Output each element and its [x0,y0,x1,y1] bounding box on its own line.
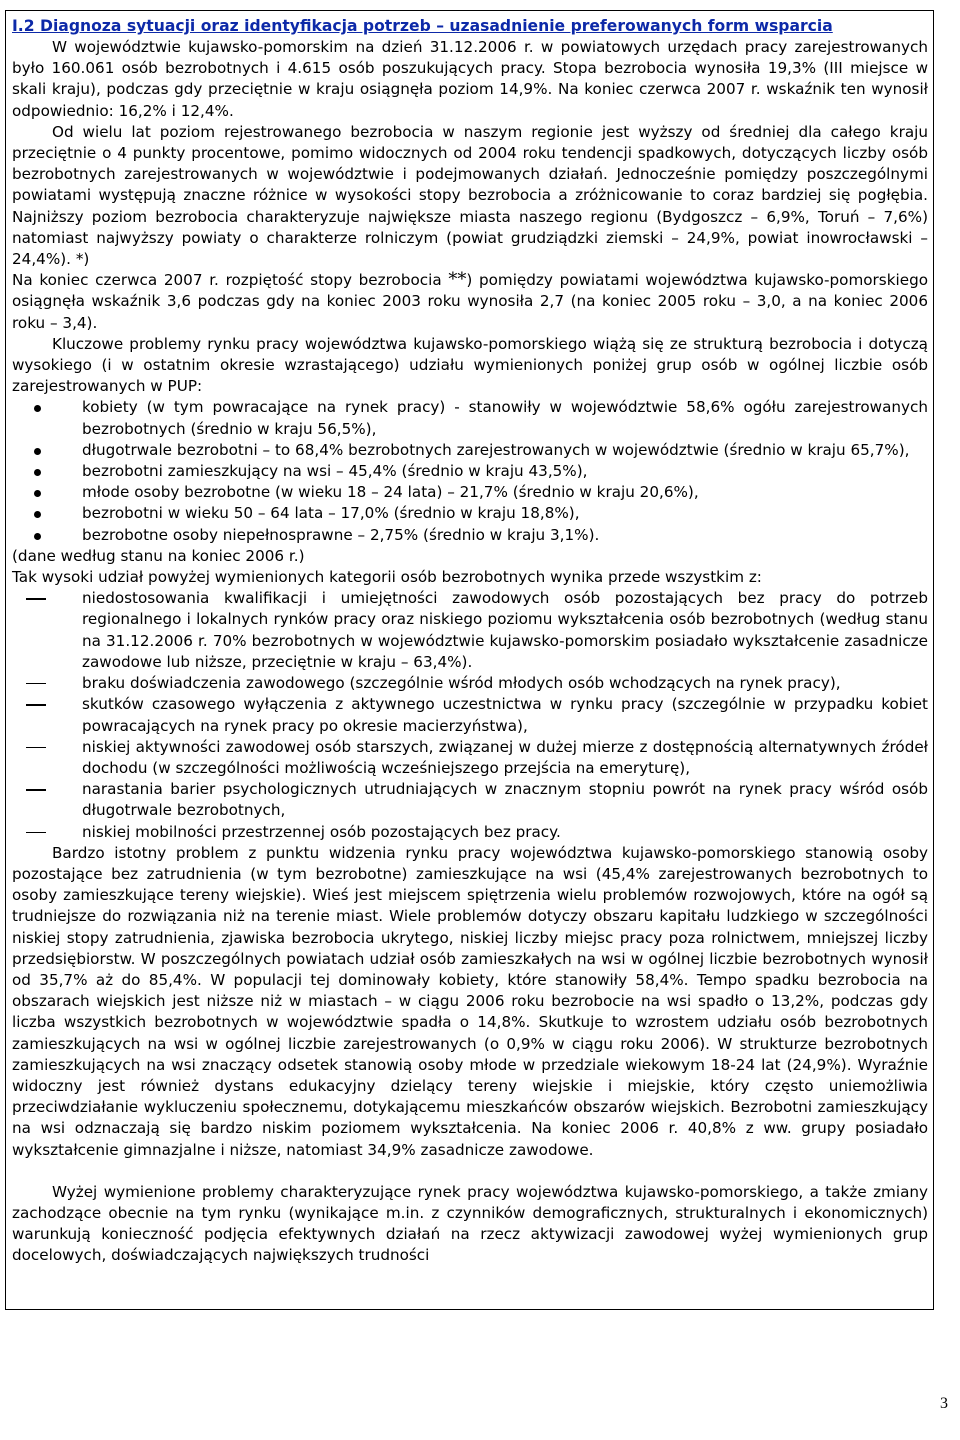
list-item [12,503,928,524]
dash-icon [26,832,46,833]
list-item-text: bezrobotni zamieszkujący na wsi – 45,4% (średnio w kraju 43,5%), [82,462,588,481]
list-item [12,440,928,461]
paragraph-data-note: (dane według stanu na koniec 2006 r.) [12,546,305,565]
dash-icon [26,747,46,748]
paragraph-key-problems: Kluczowe problemy rynku pracy województwa kujawsko-pomorskiego wiążą się ze strukturą bezrobocia i dotyczą wysokiego (i w ostatnim okresie wzrastającego) udziału wymienionych poniżej grup osób w ogólnej liczbie osób zarejestrowanych w PUP: [12,334,928,396]
list-item [12,397,928,439]
list-item [12,822,928,843]
paragraph-regional-differences: Od wielu lat poziom rejestrowanego bezrobocia w naszym regionie jest wyższy od średniej dla całego kraju przeciętnie o 4 punkty procentowe, pomimo widocznych od 2004 roku tendencji spadkowych, dotyczących liczby osób bezrobotnych zarejestrowanych w województwie i podejmowanych działań. Jednocześnie pomiędzy poszczególnymi powiatami występują znaczne różnice w wysokości stopy bezrobocia a zróżnicowanie to coraz bardziej się pogłębia. Najniższy poziom bezrobocia charakteryzuje największe miasta naszego regionu (Bydgoszcz – 6,9%, Toruń – 7,6%) natomiast najwyższy powiaty o charakterze rolniczym (powiat grudziądzki ziemski – 24,9%, powiat inowrocławski – 24,4%). *) [12,122,928,269]
section-heading: I.2 Diagnoza sytuacji oraz identyfikacja potrzeb – uzasadnienie preferowanych form wsparcia [12,17,833,35]
dash-icon [26,704,46,705]
list-item-text: braku doświadczenia zawodowego (szczególnie wśród młodych osób wchodzących na rynek pracy), [82,674,841,693]
list-item-text: niskiej mobilności przestrzennej osób pozostających bez pracy. [82,822,561,841]
list-item [12,737,928,779]
list-item [12,461,928,482]
bullet-icon [34,469,41,476]
bullet-icon [34,533,41,540]
bullet-list [12,397,928,545]
list-item-text: bezrobotni w wieku 50 – 64 lata – 17,0% (średnio w kraju 18,8%), [82,504,580,523]
list-item [12,694,928,736]
paragraph-causes-intro: Tak wysoki udział powyżej wymienionych kategorii osób bezrobotnych wynika przede wszystkim z: [12,568,762,587]
spacer [12,1161,928,1182]
page-number: 3 [940,1395,948,1412]
list-item-text: młode osoby bezrobotne (w wieku 18 – 24 lata) – 21,7% (średnio w kraju 20,6%), [82,483,699,502]
dash-icon [26,598,46,599]
text-span: ) pomiędzy powiatami województwa kujawsko-pomorskiego osiągnęła wskaźnik 3,6 podczas gdy na koniec 2003 roku wynosiła 2,7 (na koniec 2005 roku – 3,0, a na koniec 2006 roku – 3,4). [12,271,928,332]
list-item [12,673,928,694]
list-item-text: długotrwale bezrobotni – to 68,4% bezrobotnych zarejestrowanych w województwie (średnio w kraju 65,7%), [82,440,910,459]
dash-icon [26,789,46,790]
list-item [12,588,928,673]
list-item [12,779,928,821]
paragraph-conclusion: Wyżej wymienione problemy charakteryzujące rynek pracy województwa kujawsko-pomorskiego, a także zmiany zachodzące obecnie na tym rynku (wynikające m.in. z czynników demograficznych, strukturalnych i ekonomicznych) warunkują konieczność podjęcia efektywnych działań na rzecz aktywizacji zawodowej wyżej wymienionych grup docelowych, doświadczających największych trudności [12,1182,928,1265]
dash-icon [26,683,46,684]
list-item [12,482,928,503]
list-item-text: narastania barier psychologicznych utrudniających w znacznym stopniu powrót na rynek pracy wśród osób długotrwale bezrobotnych, [82,780,928,820]
bullet-icon [34,405,41,412]
paragraph-unemployment-range [12,270,928,334]
list-item-text: kobiety (w tym powracające na rynek pracy) - stanowiły w województwie 58,6% ogółu zarejestrowanych bezrobotnych (średnio w kraju 56,5%), [82,398,928,438]
list-item-text: niedostosowania kwalifikacji i umiejętności zawodowych osób pozostających bez pracy do potrzeb regionalnego i lokalnych rynków pracy oraz niskiego poziomu wykształcenia osób bezrobotnych (według stanu na 31.12.2006 r. 70% bezrobotnych w województwie kujawsko-pomorskim posiadało wykształcenie zasadnicze zawodowe lub niższe, przeciętnie w kraju – 63,4%). [82,589,928,671]
dash-list [12,588,928,842]
list-item-text: niskiej aktywności zawodowej osób starszych, związanej w dużej mierze z dostępnością alternatywnych źródeł dochodu (w szczególności możliwością wcześniejszego przejścia na emeryturę), [82,737,928,777]
bullet-icon [34,448,41,455]
bullet-icon [34,511,41,518]
footnote-mark: ** [448,269,467,291]
list-item-text: skutków czasowego wyłączenia z aktywnego uczestnictwa w rynku pracy (szczególnie w przypadku kobiet powracających na rynek pracy po okresie macierzyństwa), [82,695,928,735]
paragraph-unemployment-stats: W województwie kujawsko-pomorskim na dzień 31.12.2006 r. w powiatowych urzędach pracy zarejestrowanych było 160.061 osób bezrobotnych i 4.615 osób poszukujących pracy. Stopa bezrobocia wynosiła 19,3% (III miejsce w skali kraju), podczas gdy przeciętnie w kraju osiągnęła poziom 14,9%. Na koniec czerwca 2007 r. wskaźnik ten wynosił odpowiednio: 16,2% i 12,4%. [12,38,928,120]
list-item [12,525,928,546]
bullet-icon [34,490,41,497]
document-body [12,16,928,1267]
paragraph-rural-unemployment: Bardzo istotny problem z punktu widzenia rynku pracy województwa kujawsko-pomorskiego stanowią osoby pozostające bez zatrudnienia (w tym bezrobotne) zamieszkujące na wsi (45,4% zarejestrowanych bezrobotnych to osoby zamieszkujące tereny wiejskie). Wieś jest miejscem spiętrzenia wielu problemów rozwojowych, które na ogół są trudniejsze do rozwiązania niż na terenie miast. Wiele problemów dotyczy obszaru kapitału ludzkiego w szczególności niskiej stopy zatrudnienia, zjawiska bezrobocia ukrytego, niskiej liczby miejsc pracy poza rolnictwem, mniejszej liczby przedsiębiorstw. W poszczególnych powiatach udział osób zamieszkałych na wsi w ogólnej liczbie bezrobotnych wynosił od 35,7% aż do 85,4%. W populacji tej dominowały kobiety, które stanowiły 58,4%. Tempo spadku bezrobocia na obszarach wiejskich jest niższe niż w miastach – w ciągu 2006 roku bezrobocie na wsi spadło o 13,2%, podczas gdy liczba wszystkich bezrobotnych w województwie spadła o 14,8%. Skutkuje to wzrostem udziału osób bezrobotnych zamieszkujących na wsi w ogólnej liczbie zarejestrowanych (o 0,9% w ciągu roku 2006). W strukturze bezrobotnych zamieszkujących na wsi znaczący odsetek stanowią osoby młode w przedziale wiekowym 18-24 lat (24,9%). Wyraźnie widoczny jest również dystans edukacyjny dzielący tereny wiejskie i miejskie, który często uniemożliwia przeciwdziałanie wykluczeniu społecznemu, dotykającemu mieszkańców obszarów wiejskich. Bezrobotni zamieszkujący na wsi odznaczają się bardzo niskim poziomem wykształcenia. Na koniec 2006 r. 40,8% z ww. grupy posiadało wykształcenie gimnazjalne i niższe, natomiast 34,9% zasadnicze zawodowe. [12,843,928,1159]
list-item-text: bezrobotne osoby niepełnosprawne – 2,75% (średnio w kraju 3,1%). [82,525,600,544]
text-span: Na koniec czerwca 2007 r. rozpiętość stopy bezrobocia [12,271,449,290]
